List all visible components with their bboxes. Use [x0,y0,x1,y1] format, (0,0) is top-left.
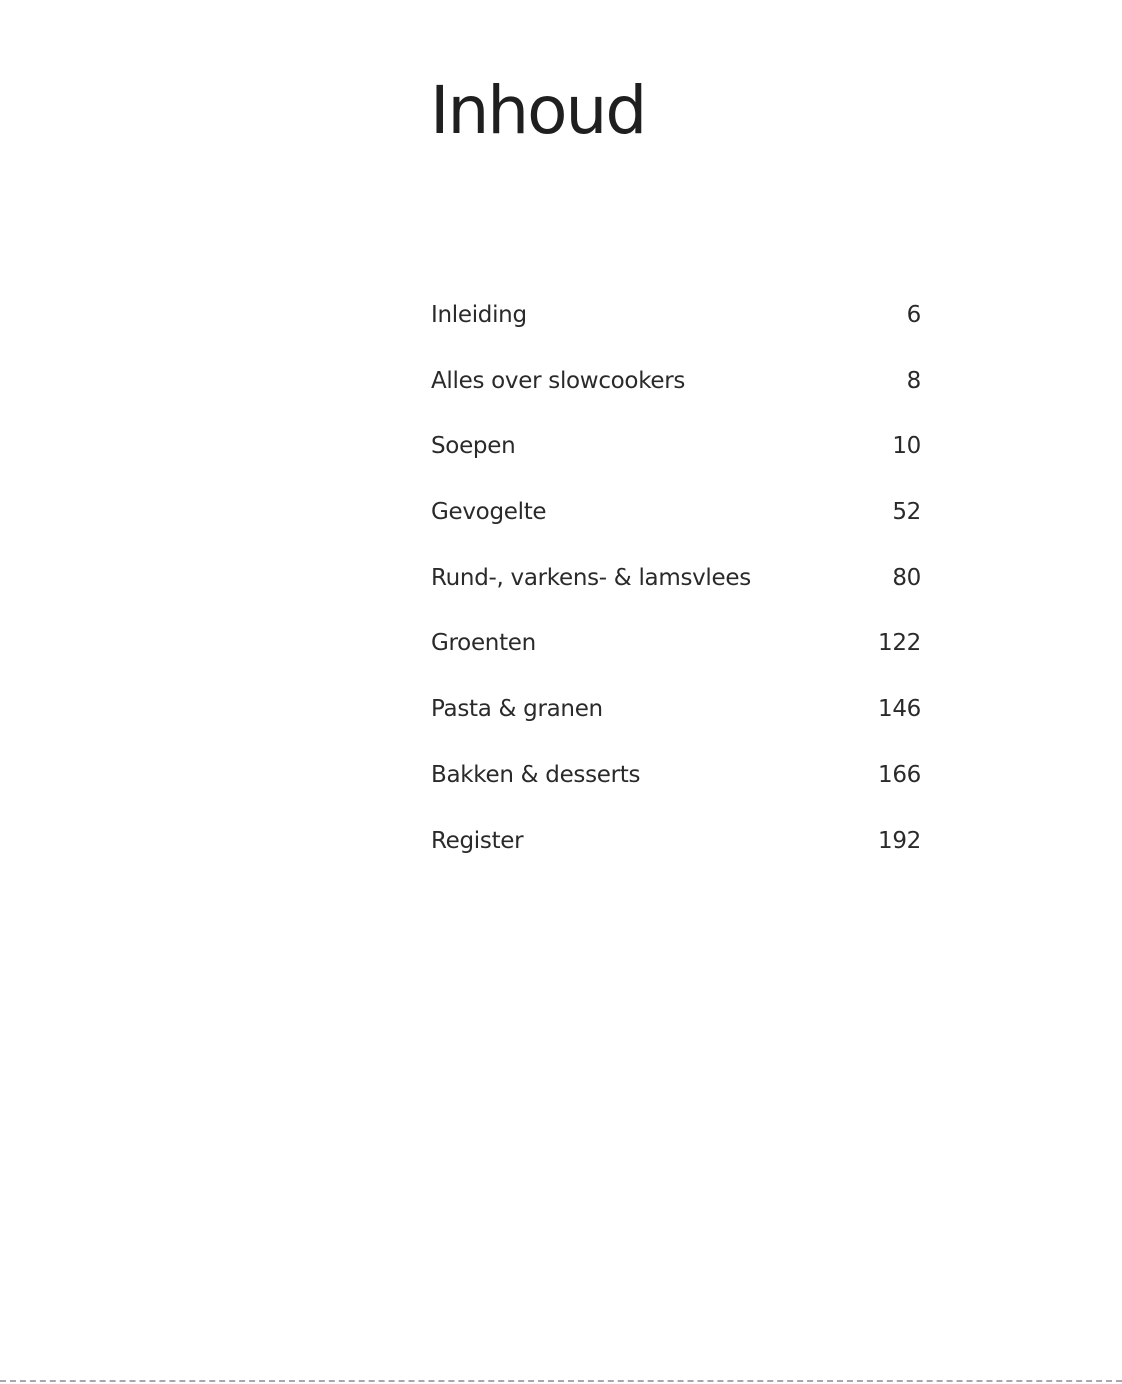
toc-entry-alles-over-slowcookers[interactable] [431,358,921,424]
toc-entry-title: Alles over slowcookers [431,367,686,394]
toc-entry-bakken-desserts[interactable] [431,752,921,818]
toc-entry-title: Soepen [431,433,516,460]
table-of-contents [431,292,921,883]
toc-entry-gevogelte[interactable] [431,489,921,555]
toc-entry-page-number: 8 [906,367,921,394]
toc-entry-title: Groenten [431,630,536,657]
toc-entry-inleiding[interactable] [431,292,921,358]
toc-entry-page-number: 52 [892,499,921,526]
toc-entry-title: Bakken & desserts [431,761,641,788]
toc-entry-groenten[interactable] [431,620,921,686]
toc-entry-page-number: 122 [878,630,921,657]
toc-entry-page-number: 146 [878,696,921,723]
toc-entry-title: Pasta & granen [431,696,603,723]
toc-entry-page-number: 10 [892,433,921,460]
toc-entry-rund-varkens-lamsvlees[interactable] [431,555,921,621]
toc-entry-title: Rund-, varkens- & lamsvlees [431,564,751,591]
toc-entry-page-number: 80 [892,564,921,591]
toc-entry-page-number: 192 [878,827,921,854]
toc-entry-page-number: 166 [878,761,921,788]
toc-entry-title: Register [431,827,524,854]
toc-entry-register[interactable] [431,818,921,884]
page-edge-dashed-divider [0,1380,1122,1382]
toc-entry-page-number: 6 [906,302,921,328]
toc-entry-title: Gevogelte [431,499,547,526]
toc-entry-soepen[interactable] [431,423,921,489]
page-title: Inhoud [430,72,646,149]
toc-entry-title: Inleiding [431,302,527,328]
toc-entry-pasta-granen[interactable] [431,686,921,752]
